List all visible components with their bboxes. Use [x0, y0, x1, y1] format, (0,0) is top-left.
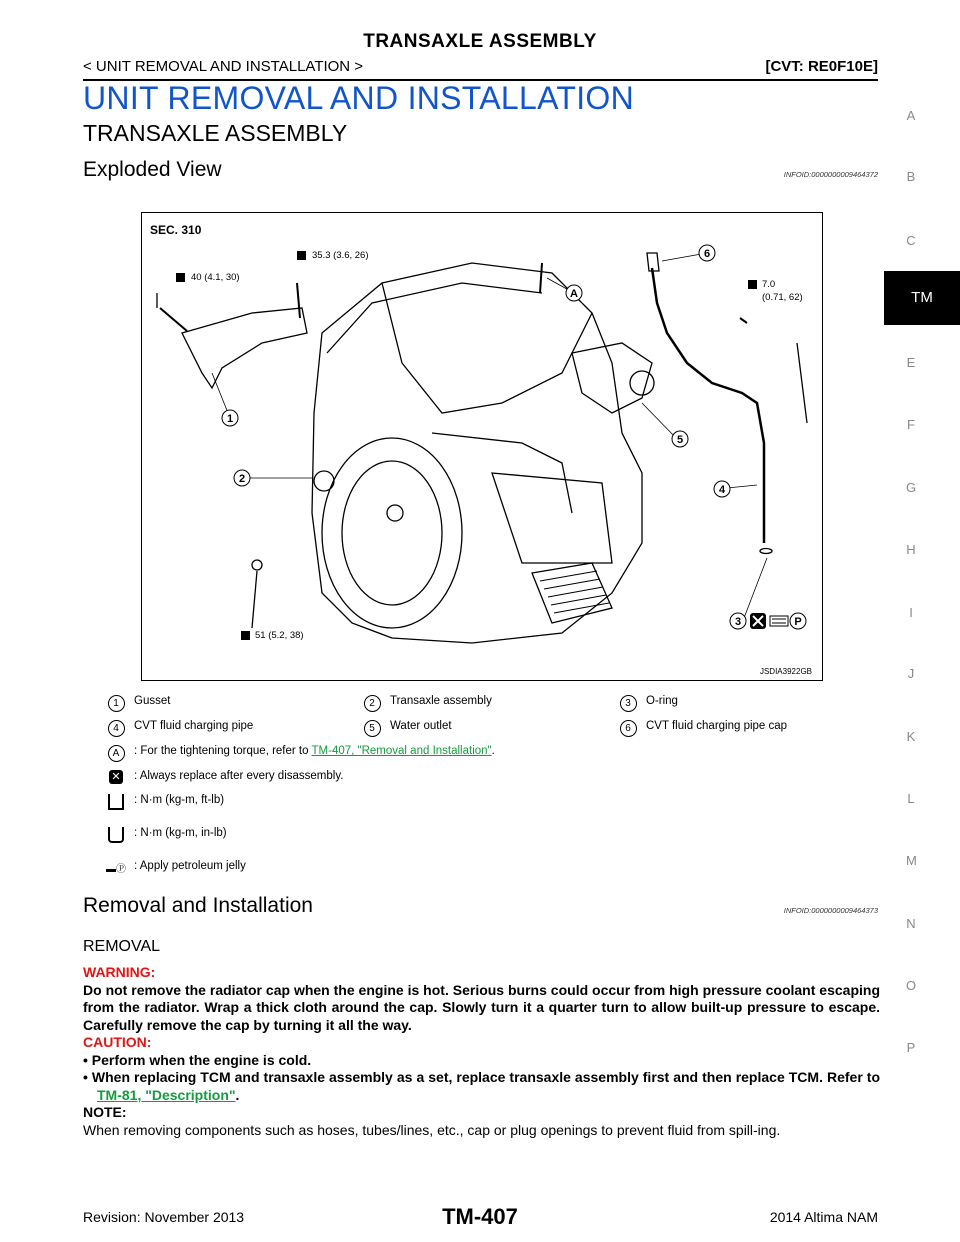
link-removal-installation[interactable]: TM-407, "Removal and Installation"	[311, 745, 492, 757]
torque-icon	[297, 251, 306, 260]
legend-a-end: .	[491, 745, 495, 757]
legend-num: 3	[620, 695, 637, 712]
svg-text:P: P	[794, 616, 802, 628]
side-tab-j[interactable]: J	[907, 666, 915, 681]
legend-a-text: : For the tightening torque, refer to	[134, 745, 312, 757]
petroleum-jelly-icon: ▬Ⓟ	[106, 864, 126, 875]
torque-label-top: 35.3 (3.6, 26)	[312, 250, 369, 261]
warning-label: WARNING:	[83, 964, 156, 980]
svg-text:5: 5	[676, 434, 684, 446]
caution-item-1: • Perform when the engine is cold.	[83, 1051, 312, 1068]
side-tab-tm[interactable]: TM	[884, 271, 960, 325]
torque-icon	[241, 631, 250, 640]
torque-icon	[176, 273, 185, 282]
side-tab-c[interactable]: C	[906, 233, 916, 248]
callout-5	[672, 431, 688, 447]
torque-icon	[748, 280, 757, 289]
torque-inlb-icon	[108, 827, 124, 843]
side-tab-o[interactable]: O	[906, 978, 917, 993]
svg-text:1: 1	[226, 413, 234, 425]
footer-revision: Revision: November 2013	[83, 1209, 245, 1225]
side-tab-g[interactable]: G	[906, 480, 917, 495]
callout-2	[234, 470, 250, 486]
legend-label: O-ring	[646, 695, 678, 707]
replace-icon: ✕	[109, 770, 123, 784]
side-tab-b[interactable]: B	[906, 169, 916, 184]
section-title: TRANSAXLE ASSEMBLY	[83, 120, 348, 146]
note-text: When removing components such as hoses, tubes/lines, etc., cap or plug openings to prevent fluid from spill-ing.	[83, 1121, 781, 1138]
caution-item-2	[83, 1069, 880, 1104]
page-title: UNIT REMOVAL AND INSTALLATION	[83, 80, 635, 116]
side-tab-n[interactable]: N	[906, 916, 916, 931]
legend-replace-text: : Always replace after every disassembly.	[134, 770, 344, 782]
note-label: NOTE:	[83, 1104, 127, 1120]
legend-symbol-a: A	[108, 745, 125, 762]
svg-text:3: 3	[734, 616, 742, 628]
side-tab-l[interactable]: L	[907, 791, 915, 806]
torque-ftlb-icon	[108, 794, 124, 810]
legend-ftlb-text: : N·m (kg-m, ft-lb)	[134, 794, 225, 806]
svg-text:A: A	[570, 288, 578, 300]
header-title: TRANSAXLE ASSEMBLY	[363, 31, 597, 52]
svg-text:6: 6	[703, 248, 711, 260]
breadcrumb: < UNIT REMOVAL AND INSTALLATION >	[83, 58, 364, 75]
callout-3	[730, 613, 746, 629]
side-tab-e[interactable]: E	[906, 355, 916, 370]
subsection-title: Exploded View	[83, 158, 222, 181]
torque-label-pipe-2: (0.71, 62)	[762, 292, 803, 303]
replace-icon	[750, 613, 766, 629]
side-tab-k[interactable]: K	[906, 729, 916, 744]
legend-num: 1	[108, 695, 125, 712]
link-tm81-description[interactable]: TM-81, "Description"	[97, 1086, 236, 1103]
torque-label-gusset: 40 (4.1, 30)	[191, 272, 240, 283]
petroleum-icon	[770, 616, 788, 626]
callout-4	[714, 481, 730, 497]
info-id-2: INFOID:0000000009464373	[783, 906, 878, 915]
transaxle-drawing	[142, 213, 822, 680]
side-tab-a[interactable]: A	[906, 108, 916, 123]
figure-code: JSDIA3922GB	[759, 667, 812, 676]
torque-label-pipe: 7.0	[762, 279, 776, 290]
legend-label: CVT fluid charging pipe cap	[646, 720, 788, 732]
legend-label: Transaxle assembly	[390, 695, 492, 707]
legend-label: Gusset	[134, 695, 171, 707]
svg-text:2: 2	[238, 473, 246, 485]
legend-num: 6	[620, 720, 637, 737]
caution-item-2-end: .	[235, 1086, 240, 1103]
info-id: INFOID:0000000009464372	[783, 170, 878, 179]
legend-label: Water outlet	[390, 720, 452, 732]
callout-1	[222, 410, 238, 426]
legend-table	[98, 694, 864, 875]
footer-model-year: 2014 Altima NAM	[769, 1209, 878, 1225]
legend-num: 5	[364, 720, 381, 737]
caution-label: CAUTION:	[83, 1034, 152, 1050]
side-tab-p[interactable]: P	[906, 1040, 916, 1055]
callout-a	[566, 285, 582, 301]
side-tab-i[interactable]: I	[909, 605, 913, 620]
legend-inlb-text: : N·m (kg-m, in-lb)	[134, 827, 227, 839]
callout-p	[790, 613, 806, 629]
figure-section-label: SEC. 310	[150, 223, 202, 237]
exploded-view-figure	[141, 212, 823, 681]
model-code: [CVT: RE0F10E]	[765, 58, 878, 75]
footer-page-number: TM-407	[442, 1204, 518, 1229]
side-tab-h[interactable]: H	[906, 542, 916, 557]
legend-num: 2	[364, 695, 381, 712]
removal-subtitle: REMOVAL	[83, 938, 161, 955]
side-tab-m[interactable]: M	[906, 853, 917, 868]
removal-section-title: Removal and Installation	[83, 894, 313, 917]
caution-item-2-text: • When replacing TCM and transaxle assembly as a set, replace transaxle assembly first and then replace TCM. Refer to	[83, 1069, 880, 1085]
warning-text: Do not remove the radiator cap when the engine is hot. Serious burns could occur from high pressure coolant escaping from the radiator. Wrap a thick cloth around the cap. Slowly turn it a quarter turn to allow built-up pressure to escape. Carefully remove the cap by turning it all the way.	[83, 981, 880, 1033]
callout-6	[699, 245, 715, 261]
side-tab-f[interactable]: F	[907, 417, 915, 432]
legend-num: 4	[108, 720, 125, 737]
legend-label: CVT fluid charging pipe	[134, 720, 254, 732]
torque-label-bottom: 51 (5.2, 38)	[255, 630, 304, 641]
svg-text:4: 4	[718, 484, 726, 496]
warning-block	[83, 964, 880, 1139]
legend-petroleum-text: : Apply petroleum jelly	[134, 860, 246, 872]
